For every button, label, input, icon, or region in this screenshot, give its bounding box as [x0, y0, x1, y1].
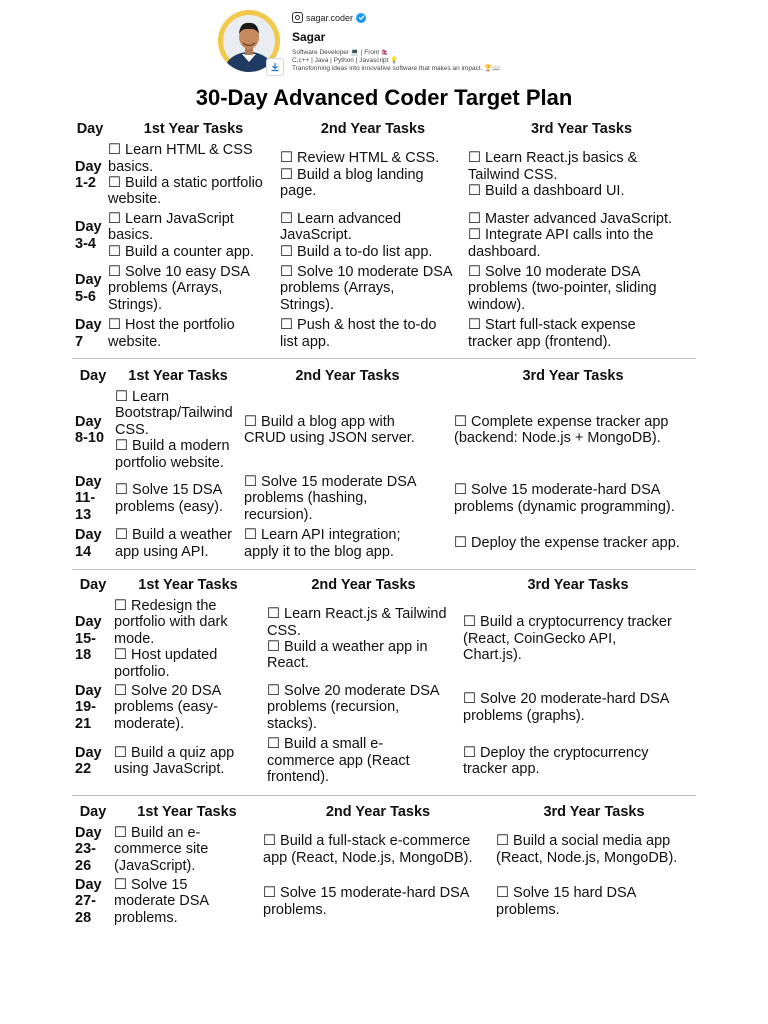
column-header-year1: 1st Year Tasks	[128, 368, 228, 384]
day-cell: Day 11- 13	[75, 473, 102, 523]
task-cell-year2: ☐ Solve 15 moderate-hard DSA problems.	[263, 885, 470, 918]
task-cell-year3: ☐ Master advanced JavaScript. ☐ Integrate API calls into the dashboard.	[468, 210, 673, 260]
column-header-year2: 2nd Year Tasks	[311, 577, 416, 593]
task-cell-year1: ☐ Solve 15 moderate DSA problems.	[114, 876, 210, 926]
day-cell: Day 3-4	[75, 219, 102, 252]
task-cell-year3: ☐ Deploy the expense tracker app.	[454, 535, 680, 552]
task-cell-year2: ☐ Learn advanced JavaScript. ☐ Build a to-do list app.	[280, 210, 433, 260]
day-cell: Day 1-2	[75, 158, 102, 191]
task-cell-year1: ☐ Solve 15 DSA problems (easy).	[115, 482, 223, 515]
day-cell: Day 23- 26	[75, 824, 102, 874]
task-cell-year1: ☐ Build a quiz app using JavaScript.	[114, 744, 235, 777]
instagram-icon	[292, 12, 303, 23]
task-cell-year1: ☐ Learn JavaScript basics. ☐ Build a counter app.	[108, 210, 255, 260]
column-header-day: Day	[79, 804, 107, 820]
task-cell-year3: ☐ Deploy the cryptocurrency tracker app.	[463, 744, 649, 777]
task-cell-year3: ☐ Learn React.js basics & Tailwind CSS. ☐ Build a dashboard UI.	[468, 150, 638, 200]
day-cell: Day 22	[75, 744, 102, 777]
day-cell: Day 27- 28	[75, 876, 102, 926]
profile-name: Sagar	[292, 30, 326, 44]
section-divider	[72, 358, 696, 359]
column-header-year2: 2nd Year Tasks	[320, 121, 426, 137]
task-cell-year3: ☐ Build a cryptocurrency tracker (React, CoinGecko API, Chart.js).	[463, 614, 672, 664]
column-header-year3: 3rd Year Tasks	[530, 121, 633, 137]
task-cell-year1: ☐ Build a weather app using API.	[115, 527, 232, 560]
task-cell-year2: ☐ Build a blog app with CRUD using JSON server.	[244, 413, 415, 446]
task-cell-year2: ☐ Review HTML & CSS. ☐ Build a blog landing page.	[280, 150, 440, 200]
task-cell-year2: ☐ Solve 15 moderate DSA problems (hashing, recursion).	[244, 473, 417, 523]
column-header-year2: 2nd Year Tasks	[295, 368, 400, 384]
task-cell-year2: ☐ Build a small e- commerce app (React frontend).	[267, 736, 410, 786]
profile-bio	[292, 49, 532, 74]
task-cell-year1: ☐ Build an e- commerce site (JavaScript).	[114, 824, 209, 874]
task-cell-year2: ☐ Learn API integration; apply it to the blog app.	[244, 527, 401, 560]
day-cell: Day 8-10	[75, 413, 105, 446]
task-cell-year3: ☐ Complete expense tracker app (backend: Node.js + MongoDB).	[454, 413, 669, 446]
column-header-year1: 1st Year Tasks	[137, 804, 237, 820]
bio-line: Transforming ideas into innovative software that makes an impact. 🏆📖	[292, 65, 501, 73]
page-title: 30-Day Advanced Coder Target Plan	[195, 85, 573, 110]
task-cell-year3: ☐ Solve 20 moderate-hard DSA problems (graphs).	[463, 691, 670, 724]
column-header-year1: 1st Year Tasks	[143, 121, 244, 137]
day-cell: Day 19- 21	[75, 682, 102, 732]
profile-handle[interactable]: sagar.coder	[306, 12, 354, 23]
task-cell-year2: ☐ Learn React.js & Tailwind CSS. ☐ Build a weather app in React.	[267, 606, 447, 672]
task-cell-year1: ☐ Solve 10 easy DSA problems (Arrays, Strings).	[108, 263, 250, 313]
task-cell-year3: ☐ Solve 15 moderate-hard DSA problems (dynamic programming).	[454, 482, 675, 515]
task-cell-year2: ☐ Solve 10 moderate DSA problems (Arrays, Strings).	[280, 263, 453, 313]
task-cell-year2: ☐ Build a full-stack e-commerce app (React, Node.js, MongoDB).	[263, 833, 473, 866]
column-header-day: Day	[79, 577, 107, 593]
section-divider	[72, 795, 696, 796]
task-cell-year3: ☐ Solve 15 hard DSA problems.	[496, 885, 637, 918]
profile-header	[218, 10, 538, 76]
bio-line: C,c++ | Java | Python | Javascript 💡	[292, 57, 399, 65]
profile-handle-row	[292, 12, 366, 23]
column-header-year3: 3rd Year Tasks	[543, 804, 645, 820]
column-header-year2: 2nd Year Tasks	[325, 804, 431, 820]
column-header-day: Day	[76, 121, 104, 137]
download-icon[interactable]	[266, 58, 284, 76]
column-header-day: Day	[79, 368, 107, 384]
day-cell: Day 14	[75, 527, 102, 560]
verified-badge-icon	[356, 13, 366, 23]
task-cell-year1: ☐ Learn Bootstrap/Tailwind CSS. ☐ Build a modern portfolio website.	[115, 388, 233, 471]
task-cell-year1: ☐ Learn HTML & CSS basics. ☐ Build a static portfolio website.	[108, 142, 263, 208]
day-cell: Day 15- 18	[75, 614, 102, 664]
task-cell-year3: ☐ Solve 10 moderate DSA problems (two-pointer, sliding window).	[468, 263, 657, 313]
task-cell-year1: ☐ Host the portfolio website.	[108, 317, 235, 350]
column-header-year3: 3rd Year Tasks	[522, 368, 624, 384]
task-cell-year1: ☐ Redesign the portfolio with dark mode. ☐ Host updated portfolio.	[114, 597, 228, 680]
task-cell-year2: ☐ Solve 20 moderate DSA problems (recursion, stacks).	[267, 682, 440, 732]
day-cell: Day 5-6	[75, 272, 102, 305]
task-cell-year1: ☐ Solve 20 DSA problems (easy- moderate).	[114, 682, 222, 732]
column-header-year1: 1st Year Tasks	[138, 577, 238, 593]
section-divider	[72, 569, 696, 570]
task-cell-year3: ☐ Build a social media app (React, Node.js, MongoDB).	[496, 833, 678, 866]
day-cell: Day 7	[75, 317, 102, 350]
column-header-year3: 3rd Year Tasks	[527, 577, 629, 593]
task-cell-year2: ☐ Push & host the to-do list app.	[280, 317, 437, 350]
bio-line: Software Developer 💻 | From 🇳🇵	[292, 49, 390, 56]
task-cell-year3: ☐ Start full-stack expense tracker app (frontend).	[468, 317, 636, 350]
